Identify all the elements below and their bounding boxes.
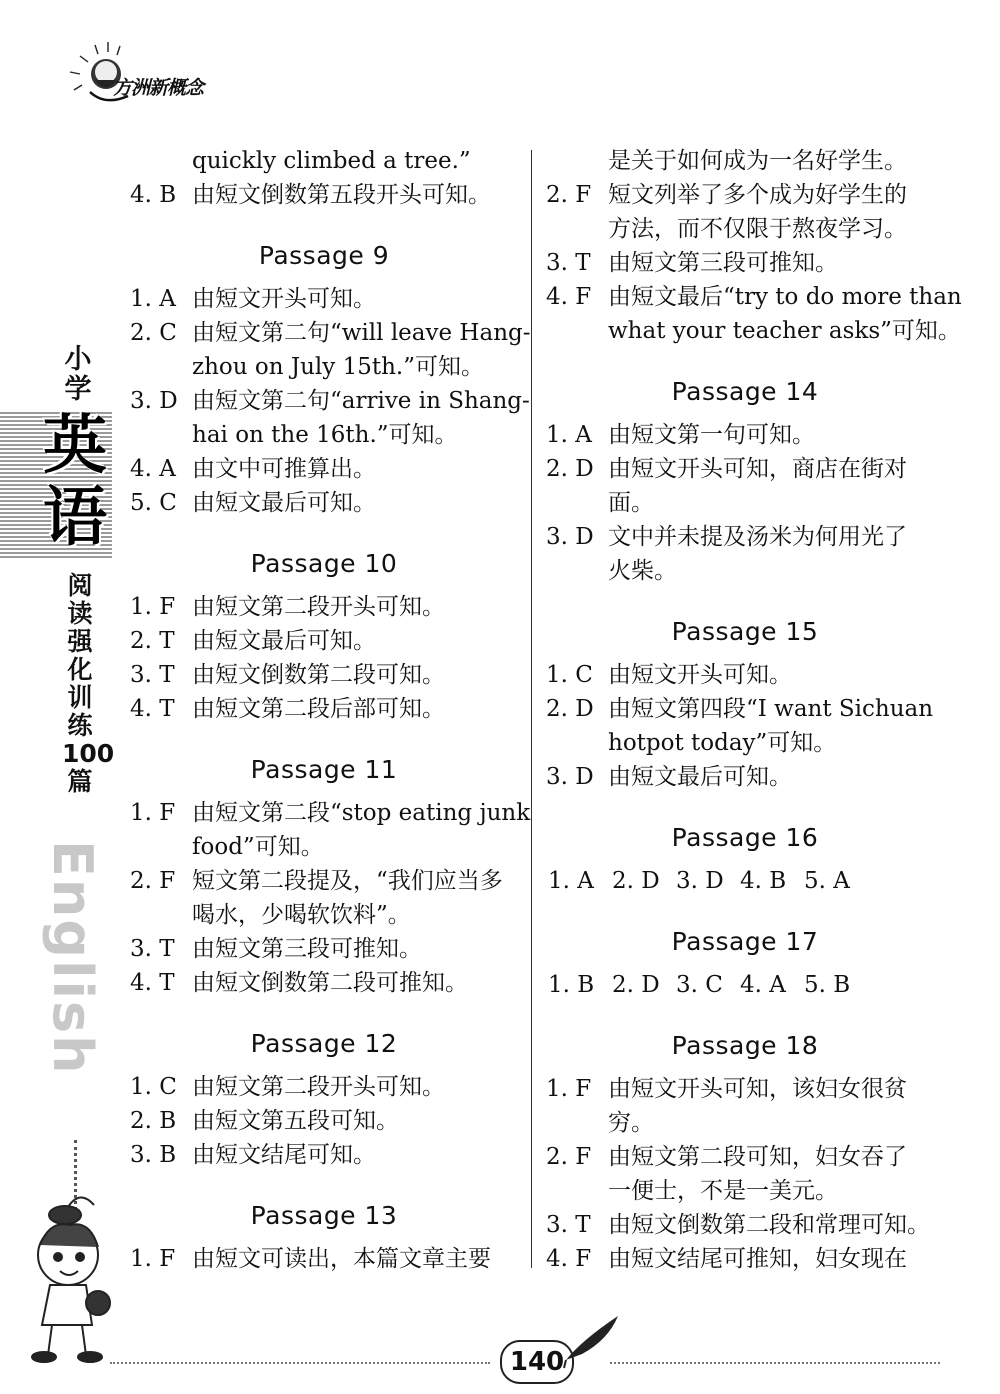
passage-9 — [124, 228, 531, 520]
answer-line: 2. F 短文列举了多个成为好学生的 — [546, 182, 907, 208]
passage-15 — [540, 604, 950, 794]
answer-item: 3. D — [676, 868, 724, 894]
column-divider — [531, 150, 532, 1268]
answer-item: 5. A — [804, 868, 850, 894]
passage-heading: Passage 13 — [250, 1201, 398, 1230]
continued-answers — [540, 144, 962, 348]
answer-item: 1. B — [548, 972, 595, 998]
footer-dotted-line — [110, 1362, 490, 1364]
answer-line: 3. D 由短文第二句“arrive in Shang- — [130, 388, 530, 414]
answer-line: 一便士，不是一美元。 — [608, 1178, 838, 1204]
answer-item: 4. B — [740, 868, 787, 894]
passage-heading: Passage 12 — [250, 1029, 398, 1058]
sidebar-big-title: 英语 — [43, 409, 107, 555]
answer-line: 3. T 由短文第三段可推知。 — [130, 936, 422, 962]
answer-line: 3. T 由短文倒数第二段可知。 — [130, 662, 445, 688]
answer-line: 穷。 — [608, 1110, 654, 1136]
passage-12 — [124, 1016, 524, 1172]
answer-line: 1. C 由短文第二段开头可知。 — [130, 1074, 445, 1100]
answer-line: 方法，而不仅限于熬夜学习。 — [608, 216, 907, 242]
answer-line: 1. A 由短文第一句可知。 — [546, 422, 815, 448]
answer-line: 3. D 由短文最后可知。 — [546, 764, 792, 790]
answer-line: 4. F 由短文结尾可推知，妇女现在 — [546, 1246, 907, 1272]
sidebar-vertical-title: 阅读强化训练100篇 — [62, 571, 115, 796]
answer-row — [540, 968, 950, 1002]
quill-pen-icon — [562, 1310, 622, 1370]
answer-line: 4. T 由短文第二段后部可知。 — [130, 696, 445, 722]
passage-14 — [540, 364, 950, 588]
sidebar-small-title: 小学 — [64, 344, 92, 405]
answer-line: 1. C 由短文开头可知。 — [546, 662, 792, 688]
passage-heading: Passage 16 — [671, 823, 819, 852]
answer-line: quickly climbed a tree.” — [192, 148, 471, 174]
passage-heading: Passage 15 — [671, 617, 819, 646]
answer-line: 2. B 由短文第五段可知。 — [130, 1108, 399, 1134]
answer-line: 是关于如何成为一名好学生。 — [608, 148, 907, 174]
brand-name: 方洲新概念 — [113, 77, 204, 99]
sidebar-english-watermark: English — [41, 840, 104, 1076]
answer-line: 喝水，少喝软饮料”。 — [192, 902, 411, 928]
answer-item: 4. A — [740, 972, 786, 998]
answer-line: 2. D 由短文开头可知，商店在街对 — [546, 456, 907, 482]
answer-line: 5. C 由短文最后可知。 — [130, 490, 376, 516]
passage-13 — [124, 1188, 524, 1276]
answer-line: 面。 — [608, 490, 654, 516]
passage-17 — [540, 914, 950, 1002]
answer-line: zhou on July 15th.”可知。 — [192, 354, 484, 380]
answer-line: 2. T 由短文最后可知。 — [130, 628, 376, 654]
answer-line: 2. C 由短文第二句“will leave Hang- — [130, 320, 531, 346]
footer-dotted-line — [610, 1362, 940, 1364]
answer-line: 4. A 由文中可推算出。 — [130, 456, 376, 482]
answer-item: 2. D — [612, 972, 660, 998]
right-column — [540, 144, 962, 1292]
cartoon-child-icon — [20, 1185, 120, 1365]
answer-line: 4. T 由短文倒数第二段可推知。 — [130, 970, 468, 996]
answer-item: 2. D — [612, 868, 660, 894]
continued-answers — [124, 144, 524, 212]
passage-heading: Passage 18 — [671, 1031, 819, 1060]
answer-item: 3. C — [676, 972, 723, 998]
passage-heading: Passage 17 — [671, 927, 819, 956]
answer-line: 2. F 由短文第二段可知，妇女吞了 — [546, 1144, 907, 1170]
answer-row — [540, 864, 950, 898]
answer-line: 4. F 由短文最后“try to do more than — [546, 284, 962, 310]
passage-heading: Passage 10 — [250, 549, 398, 578]
answer-line: 4. B 由短文倒数第五段开头可知。 — [130, 182, 491, 208]
passage-heading: Passage 11 — [250, 755, 398, 784]
left-column — [124, 144, 531, 1292]
answer-line: 3. T 由短文第三段可推知。 — [546, 250, 838, 276]
answer-line: 火柴。 — [608, 558, 677, 584]
passage-18 — [540, 1018, 950, 1276]
passage-10 — [124, 536, 524, 726]
answer-line: 1. F 由短文开头可知，该妇女很贫 — [546, 1076, 907, 1102]
answer-line: food”可知。 — [192, 834, 324, 860]
answer-item: 5. B — [804, 972, 851, 998]
passage-16 — [540, 810, 950, 898]
page-number: 140 — [500, 1340, 574, 1384]
answer-line: hotpot today”可知。 — [608, 730, 837, 756]
passage-heading: Passage 14 — [671, 377, 819, 406]
answer-line: 1. F 由短文第二段开头可知。 — [130, 594, 445, 620]
passage-heading: Passage 9 — [258, 241, 390, 270]
answer-line: what your teacher asks”可知。 — [608, 318, 961, 344]
answer-item: 1. A — [548, 868, 594, 894]
answer-line: 2. F 短文第二段提及，“我们应当多 — [130, 868, 503, 894]
answer-line: 3. D 文中并未提及汤米为何用光了 — [546, 524, 907, 550]
answer-line: 1. A 由短文开头可知。 — [130, 286, 376, 312]
answer-line: 3. T 由短文倒数第二段和常理可知。 — [546, 1212, 930, 1238]
answer-line: 2. D 由短文第四段“I want Sichuan — [546, 696, 934, 722]
answer-line: 1. F 由短文可读出，本篇文章主要 — [130, 1246, 491, 1272]
passage-11 — [124, 742, 531, 1000]
answer-line: 1. F 由短文第二段“stop eating junk — [130, 800, 531, 826]
answer-line: 3. B 由短文结尾可知。 — [130, 1142, 376, 1168]
answer-line: hai on the 16th.”可知。 — [192, 422, 458, 448]
